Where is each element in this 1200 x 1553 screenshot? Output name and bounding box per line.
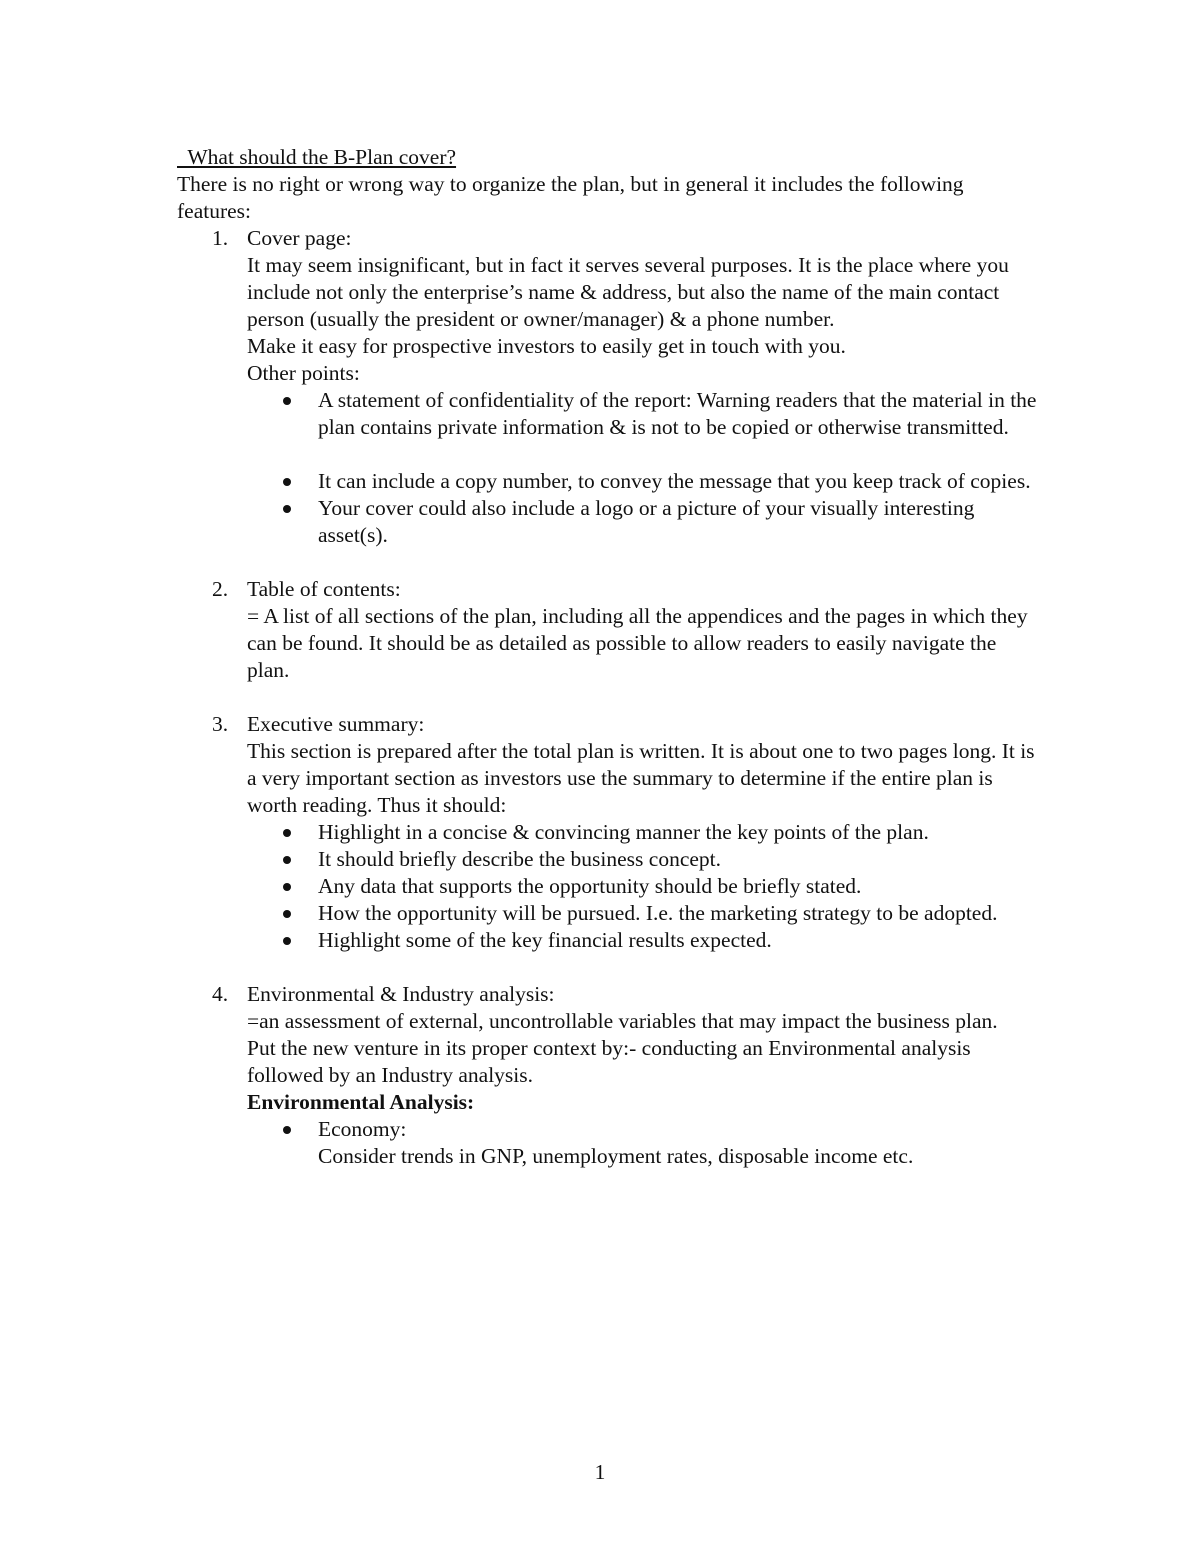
- list-item-detail: Consider trends in GNP, unemployment rates, disposable income etc.: [318, 1144, 914, 1168]
- bullet-icon: [283, 829, 291, 837]
- bullet-icon: [283, 505, 291, 513]
- section-paragraph: =an assessment of external, uncontrollable variables that may impact the business plan.: [247, 1009, 998, 1033]
- list-item: [247, 819, 1037, 846]
- blank-line: [177, 954, 1037, 981]
- section-environmental-industry-analysis: [177, 981, 1037, 1116]
- list-item: [247, 927, 1037, 954]
- bullet-icon: [283, 478, 291, 486]
- bullet-list: [247, 819, 1037, 954]
- list-item: [247, 873, 1037, 900]
- page-number: 1: [594, 1460, 606, 1484]
- section-number: 1.: [212, 226, 229, 250]
- section-paragraph: It may seem insignificant, but in fact it serves several purposes. It is the place where you include not only the enterprise’s name & address, but also the name of the main contact person (usually the president or owner/manager) & a phone number.: [247, 253, 1009, 331]
- list-item-text: Your cover could also include a logo or a picture of your visually interesting asset(s).: [318, 496, 975, 547]
- list-item-text: It should briefly describe the business concept.: [318, 847, 722, 871]
- list-item: [247, 387, 1037, 441]
- section-heading: Cover page:: [247, 226, 352, 250]
- section-table-of-contents: [177, 576, 1037, 684]
- section-number: 3.: [212, 712, 229, 736]
- section-paragraph: = A list of all sections of the plan, including all the appendices and the pages in which they can be found. It should be as detailed as possible to allow readers to easily navigate the plan.: [247, 604, 1028, 682]
- section-paragraph: This section is prepared after the total plan is written. It is about one to two pages long. It is a very important section as investors use the summary to determine if the entire plan is worth reading. Thus it should:: [247, 739, 1035, 817]
- list-item: [247, 846, 1037, 873]
- document-title: What should the B-Plan cover?: [177, 145, 457, 169]
- list-item: [247, 1116, 1037, 1170]
- list-item-text: It can include a copy number, to convey the message that you keep track of copies.: [318, 469, 1031, 493]
- list-item-text: A statement of confidentiality of the report: Warning readers that the material in the plan contains private information & is not to be copied or otherwise transmitted.: [318, 388, 1037, 439]
- list-item-text: How the opportunity will be pursued. I.e. the marketing strategy to be adopted.: [318, 901, 998, 925]
- list-item-text: Economy:: [318, 1117, 407, 1141]
- section-number: 4.: [212, 982, 229, 1006]
- subheading: Environmental Analysis:: [247, 1090, 475, 1114]
- list-item: [247, 495, 1037, 549]
- list-item-text: Any data that supports the opportunity should be briefly stated.: [318, 874, 862, 898]
- intro-paragraph: There is no right or wrong way to organize the plan, but in general it includes the following features:: [177, 172, 964, 223]
- section-paragraph: Put the new venture in its proper context by:- conducting an Environmental analysis followed by an Industry analysis.: [247, 1036, 971, 1087]
- blank-line: [247, 441, 1037, 468]
- document-page: [177, 144, 1037, 1170]
- list-item-text: Highlight some of the key financial results expected.: [318, 928, 772, 952]
- section-paragraph: Other points:: [247, 361, 360, 385]
- section-heading: Environmental & Industry analysis:: [247, 982, 555, 1006]
- bullet-icon: [283, 397, 291, 405]
- section-cover-page: [177, 225, 1037, 387]
- bullet-icon: [283, 1126, 291, 1134]
- blank-line: [177, 549, 1037, 576]
- blank-line: [177, 684, 1037, 711]
- list-item-text: Highlight in a concise & convincing manner the key points of the plan.: [318, 820, 929, 844]
- bullet-list: [247, 1116, 1037, 1170]
- section-heading: Executive summary:: [247, 712, 425, 736]
- section-paragraph: Make it easy for prospective investors to easily get in touch with you.: [247, 334, 846, 358]
- bullet-list: [247, 387, 1037, 549]
- bullet-icon: [283, 883, 291, 891]
- list-item: [247, 468, 1037, 495]
- section-heading: Table of contents:: [247, 577, 401, 601]
- bullet-icon: [283, 937, 291, 945]
- bullet-icon: [283, 856, 291, 864]
- bullet-icon: [283, 910, 291, 918]
- section-number: 2.: [212, 577, 229, 601]
- section-executive-summary: [177, 711, 1037, 819]
- list-item: [247, 900, 1037, 927]
